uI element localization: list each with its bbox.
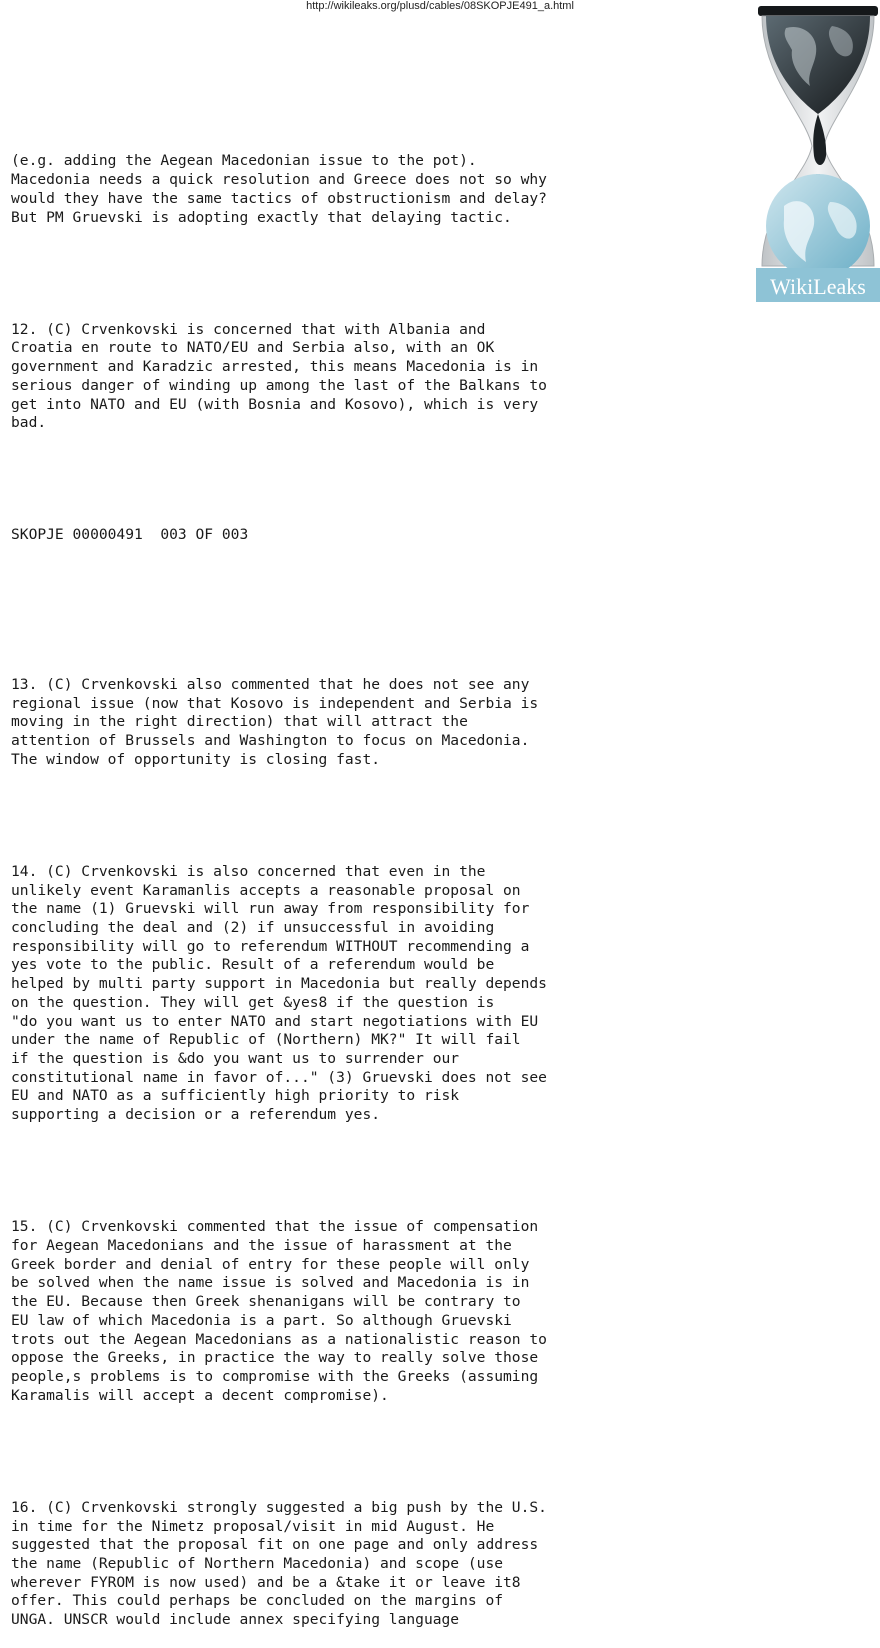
page-marker: SKOPJE 00000491 003 OF 003	[11, 526, 249, 544]
paragraph-15: 15. (C) Crvenkovski commented that the issue of compensation for Aegean Macedonians and the issue of harassment at the Greek border and denial of entry for these people will only be solved when the name issue is solved and Macedonia is in the EU. Because then Greek shenanigans will be contrary to EU law of which Macedonia is a part. So although Gruevski trots out the Aegean Macedonians as a nationalistic reason to oppose the Greeks, in practice the way to really solve those people,s problems is to compromise with the Greeks (assuming Karamalis will accept a decent compromise).	[11, 1218, 547, 1404]
cable-text	[11, 115, 751, 1648]
paragraph-spacer	[11, 265, 751, 284]
paragraph-13: 13. (C) Crvenkovski also commented that he does not see any regional issue (now that Kosovo is independent and Serbia is moving in the right direction) that will attract the attention of Brussels and Washington to focus on Macedonia. The window of opportunity is closing fast.	[11, 675, 539, 768]
paragraph-14: 14. (C) Crvenkovski is also concerned that even in the unlikely event Karamanlis accepts a reasonable proposal on the name (1) Gruevski will run away from responsibility for concluding the deal and (2) if unsuccessful in avoiding responsibility will go to referendum WITHOUT recommending a yes vote to the public. Result of a referendum would be helped by multi party support in Macedonia but really depends on the question. They will get &yes8 if the question is "do you want us to enter NATO and start negotiations with EU under the name of Republic of (Northern) MK?" It will fail if the question is &do you want us to surrender our constitutional name in favor of..." (3) Gruevski does not see EU and NATO as a sufficiently high priority to risk supporting a decision or a referendum yes.	[11, 862, 547, 1124]
dark-globe-icon	[766, 16, 870, 114]
paragraph-12: 12. (C) Crvenkovski is concerned that with Albania and Croatia en route to NATO/EU and Serbia also, with an OK government and Karadzic arrested, this means Macedonia is in serious danger of winding up among the last of the Balkans to get into NATO and EU (with Bosnia and Kosovo), which is very bad.	[11, 320, 547, 432]
paragraph-spacer	[11, 1443, 751, 1462]
hourglass-top-frame	[758, 6, 878, 16]
page-break-spacer	[11, 583, 751, 639]
paragraph-spacer	[11, 470, 751, 489]
paragraph-spacer	[11, 1162, 751, 1181]
page-url: http://wikileaks.org/plusd/cables/08SKOPJE491_a.html	[306, 0, 574, 12]
paragraph-intro: (e.g. adding the Aegean Macedonian issue to the pot). Macedonia needs a quick resolution and Greece does not so why would they have the same tactics of obstructionism and delay? But PM Gruevski is adopting exactly that delaying tactic.	[11, 152, 547, 226]
paragraph-spacer	[11, 807, 751, 826]
paragraph-16: 16. (C) Crvenkovski strongly suggested a big push by the U.S. in time for the Nimetz proposal/visit in mid August. He suggested that the proposal fit on one page and only address the name (Republic of Northern Macedonia) and scope (use wherever FYROM is now used) and be a &take it or leave it8 offer. This could perhaps be concluded on the margins of UNGA. UNSCR would include annex specifying language	[11, 1498, 547, 1629]
wikileaks-hourglass-logo	[756, 6, 880, 302]
logo-wordmark: WikiLeaks	[770, 274, 866, 299]
